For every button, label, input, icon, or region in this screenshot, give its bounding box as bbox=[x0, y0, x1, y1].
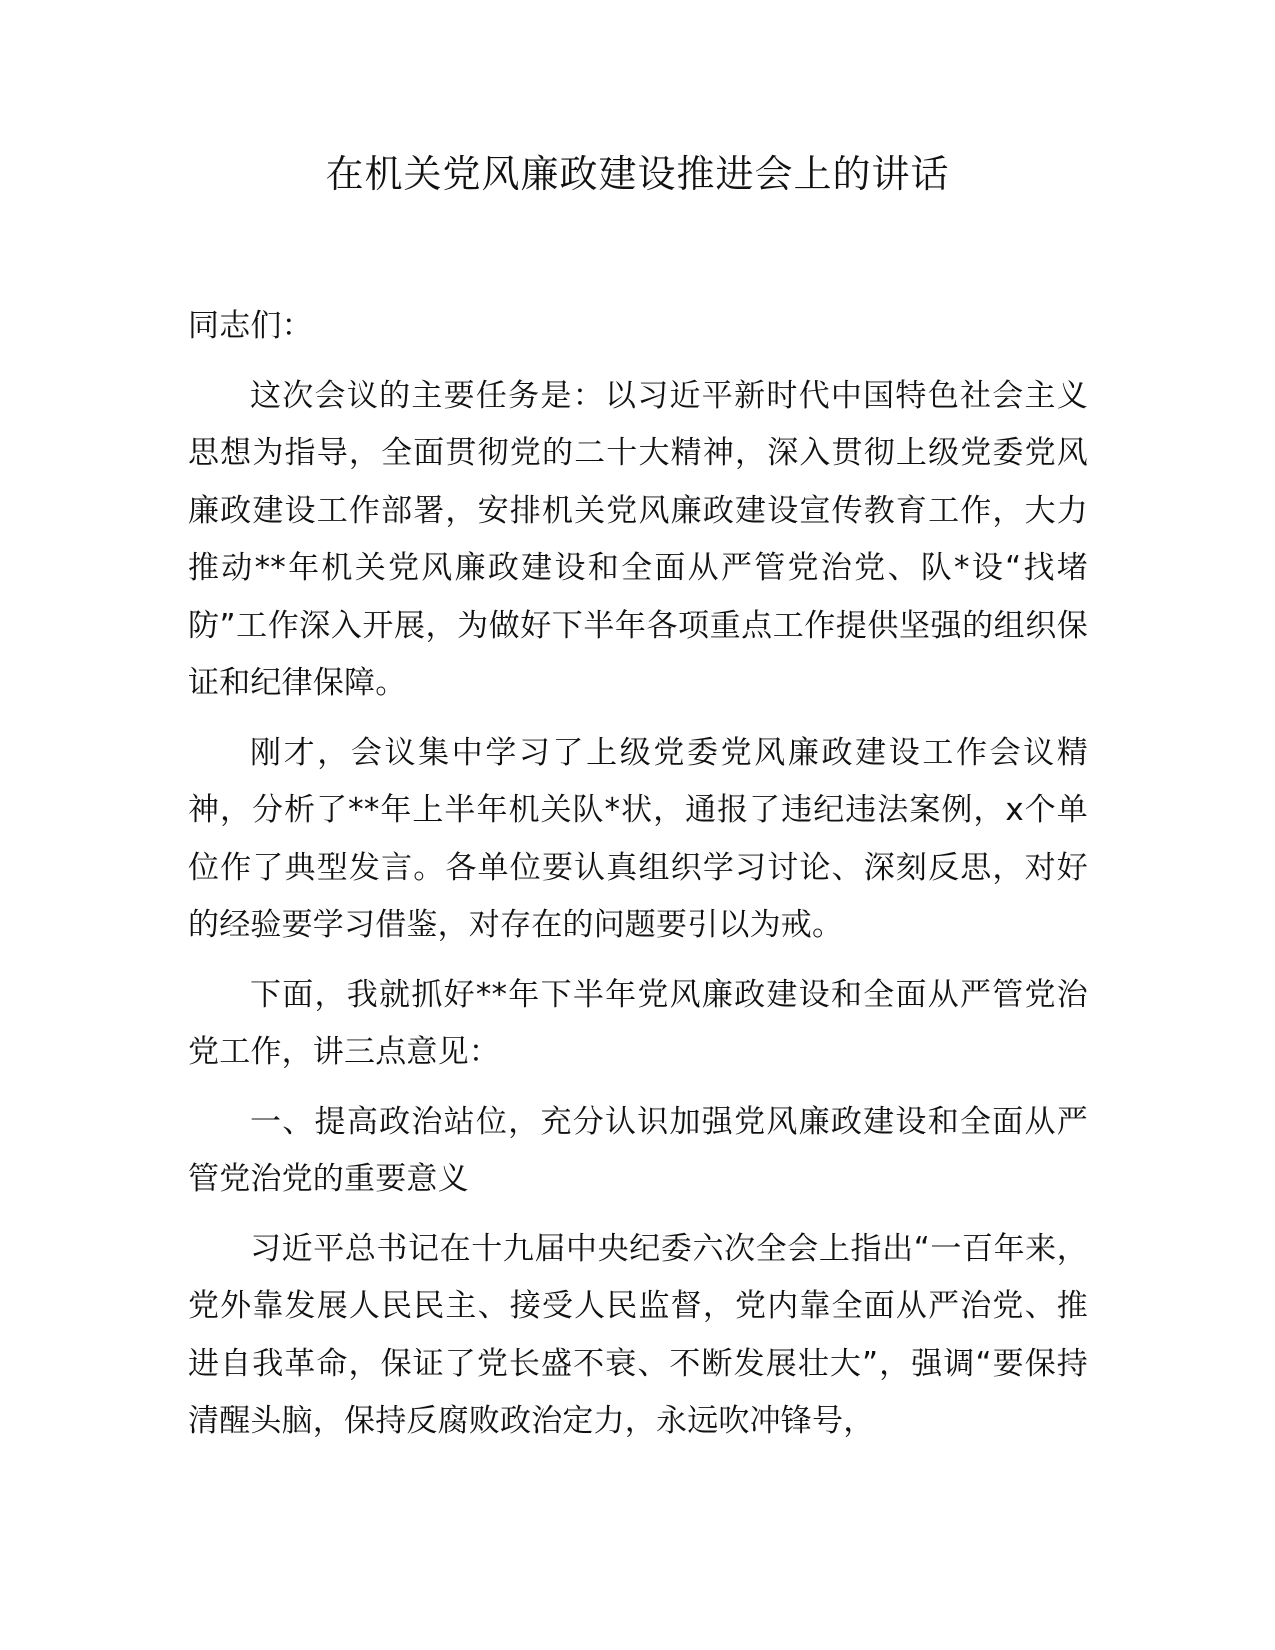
document-body bbox=[188, 298, 1088, 1463]
document-title: 在机关党风廉政建设推进会上的讲话 bbox=[325, 152, 950, 196]
paragraph-general-secretary-quote: 习近平总书记在十九届中央纪委六次全会上指出“一百年来，党外靠发展人民民主、接受人民监督，党内靠全面从严治党、推进自我革命，保证了党长盛不衰、不断发展壮大”，强调“要保持清醒头脑，保持反腐败政治定力，永远吹冲锋号， bbox=[188, 1230, 1088, 1439]
section-heading-one: 一、提高政治站位，充分认识加强党风廉政建设和全面从严管党治党的重要意义 bbox=[188, 1103, 1088, 1197]
paragraph-meeting-task: 这次会议的主要任务是：以习近平新时代中国特色社会主义思想为指导，全面贯彻党的二十大精神，深入贯彻上级党委党风廉政建设工作部署，安排机关党风廉政建设宣传教育工作，大力推动**年机关党风廉政建设和全面从严管党治党、队*设“找堵防”工作深入开展，为做好下半年各项重点工作提供坚强的组织保证和纪律保障。 bbox=[188, 377, 1088, 701]
salutation: 同志们： bbox=[188, 308, 313, 344]
paragraph-three-points-intro: 下面，我就抓好**年下半年党风廉政建设和全面从严管党治党工作，讲三点意见： bbox=[188, 976, 1088, 1070]
paragraph-meeting-review: 刚才，会议集中学习了上级党委党风廉政建设工作会议精神，分析了**年上半年机关队*状，通报了违纪违法案例，x个单位作了典型发言。各单位要认真组织学习讨论、深刻反思，对好的经验要学习借鉴，对存在的问题要引以为戒。 bbox=[188, 734, 1088, 943]
